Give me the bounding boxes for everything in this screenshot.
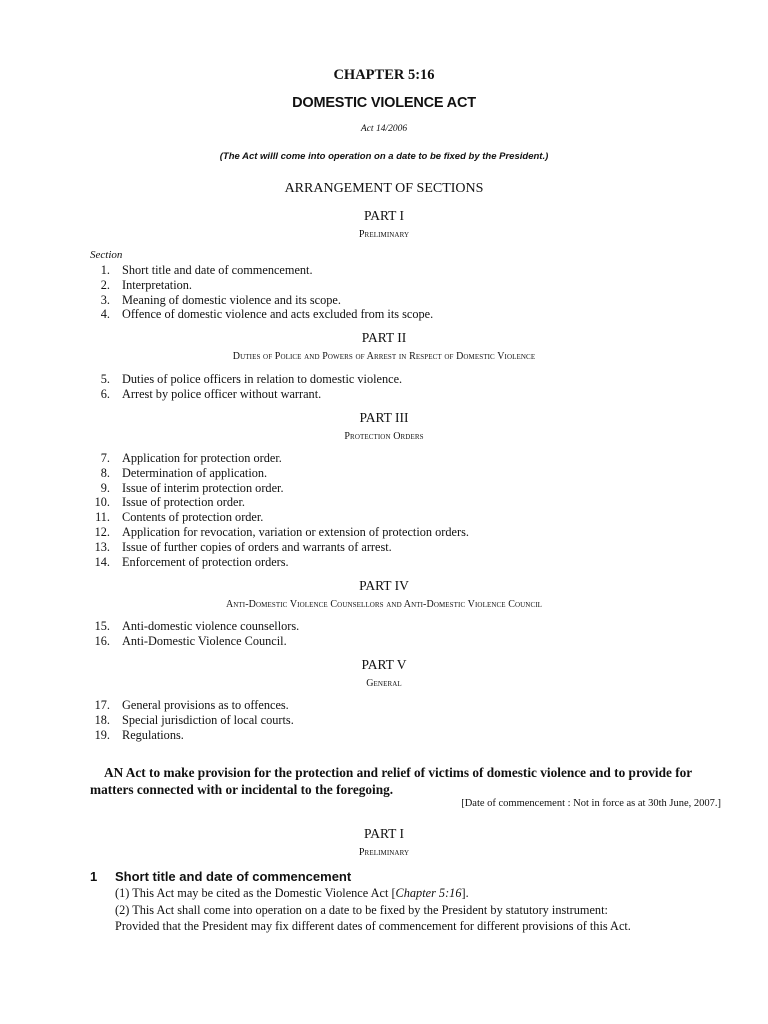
toc-text: Application for protection order. [122,451,282,465]
act-title: DOMESTIC VIOLENCE ACT [292,95,476,111]
toc-item [0,540,768,555]
toc-list [0,372,768,402]
chapter-number: CHAPTER 5:16 [333,67,435,83]
toc-number: 14. [94,554,110,569]
toc-text: Special jurisdiction of local courts. [122,712,294,727]
section-paragraph-2: (2) This Act shall come into operation on a date to be fixed by the President by statutory instrument: [115,903,608,917]
proviso: Provided that the President may fix different dates of commencement for different provisions of this Act. [115,919,631,933]
part-heading: PART I [363,208,405,223]
toc-number: 13. [94,539,110,554]
toc-item [0,372,768,387]
part-subtitle: General [366,678,402,689]
toc-item [0,555,768,570]
toc-text: Enforcement of protection orders. [122,554,289,569]
toc-number: 10. [94,495,110,510]
part-subtitle: Anti-Domestic Violence Counsellors and Anti-Domestic Violence Council [225,599,543,610]
toc-item [0,510,768,525]
toc-item [0,713,768,728]
commencement-notice: (The Act willl come into operation on a date to be fixed by the President.) [219,151,549,162]
arrangement-heading: ARRANGEMENT OF SECTIONS [284,181,484,196]
section-label: Section [90,249,123,261]
toc-text: Anti-domestic violence counsellors. [122,619,300,633]
toc-number: 1. [100,263,110,277]
toc-number: 7. [100,451,110,465]
part-subtitle: Protection Orders [344,431,424,442]
toc-number: 16. [94,633,110,648]
part-heading: PART II [361,330,407,345]
toc-item [0,634,768,649]
toc-item [0,263,768,278]
toc-text: Meaning of domestic violence and its scope. [122,292,341,307]
toc-text: Regulations. [122,727,184,742]
toc-text: Arrest by police officer without warrant. [122,386,322,401]
toc-item [0,495,768,510]
toc-item [0,619,768,634]
toc-number: 19. [94,727,110,742]
body-part-subtitle: Preliminary [358,847,410,858]
toc-item [0,307,768,322]
act-number: Act 14/2006 [360,124,408,134]
toc-text: Application for revocation, variation or extension of protection orders. [122,524,469,539]
part-heading: PART V [361,657,407,672]
part-subtitle: Duties of Police and Powers of Arrest in Respect of Domestic Violence [232,351,536,362]
toc-text: Determination of application. [122,465,268,480]
paragraph-text: (1) This Act may be cited as the Domestic Violence Act [ [115,886,396,900]
toc-item [0,451,768,466]
part-heading: PART III [359,410,409,425]
toc-item [0,525,768,540]
toc-text: Issue of further copies of orders and warrants of arrest. [122,539,392,554]
section-title: Short title and date of commencement [115,869,352,884]
toc-item [0,293,768,308]
toc-item [0,481,768,496]
toc-text: Offence of domestic violence and acts excluded from its scope. [122,307,434,322]
toc-item [0,387,768,402]
toc-number: 9. [100,480,110,495]
section-heading [90,869,351,884]
toc-number: 12. [94,524,110,539]
toc-item [0,728,768,743]
toc-list [0,451,768,569]
toc-text: Contents of protection order. [122,510,264,525]
paragraph-text: ]. [461,886,469,900]
act-preamble: AN Act to make provision for the protection and relief of victims of domestic violence and to provide for matters connected with or incidental to the foregoing. [90,765,692,797]
toc-list [0,619,768,649]
toc-item [0,278,768,293]
toc-text: Interpretation. [122,277,192,292]
toc-number: 6. [100,386,110,401]
toc-number: 4. [100,307,110,322]
commencement-date: [Date of commencement : Not in force as at 30th June, 2007.] [461,798,721,809]
toc-number: 2. [100,277,110,292]
toc-text: Short title and date of commencement. [122,263,313,277]
section-number: 1 [90,869,98,884]
toc-number: 15. [94,619,110,633]
part-subtitle: Preliminary [358,229,410,240]
section-paragraph-1 [115,886,469,901]
toc-text: Issue of protection order. [122,495,245,510]
toc-number: 8. [100,465,110,480]
part-heading: PART IV [359,578,409,593]
toc-number: 17. [94,698,110,712]
toc-number: 3. [100,292,110,307]
toc-text: Issue of interim protection order. [122,480,284,495]
toc-list [0,698,768,742]
toc-number: 5. [100,372,110,386]
toc-list [0,263,768,322]
toc-item [0,466,768,481]
toc-text: General provisions as to offences. [122,698,289,712]
chapter-reference: Chapter 5:16 [395,886,462,900]
body-part-heading: PART I [363,826,405,841]
toc-text: Duties of police officers in relation to domestic violence. [122,372,403,386]
toc-item [0,698,768,713]
toc-number: 11. [95,510,110,525]
toc-text: Anti-Domestic Violence Council. [122,633,287,648]
toc-number: 18. [94,712,110,727]
